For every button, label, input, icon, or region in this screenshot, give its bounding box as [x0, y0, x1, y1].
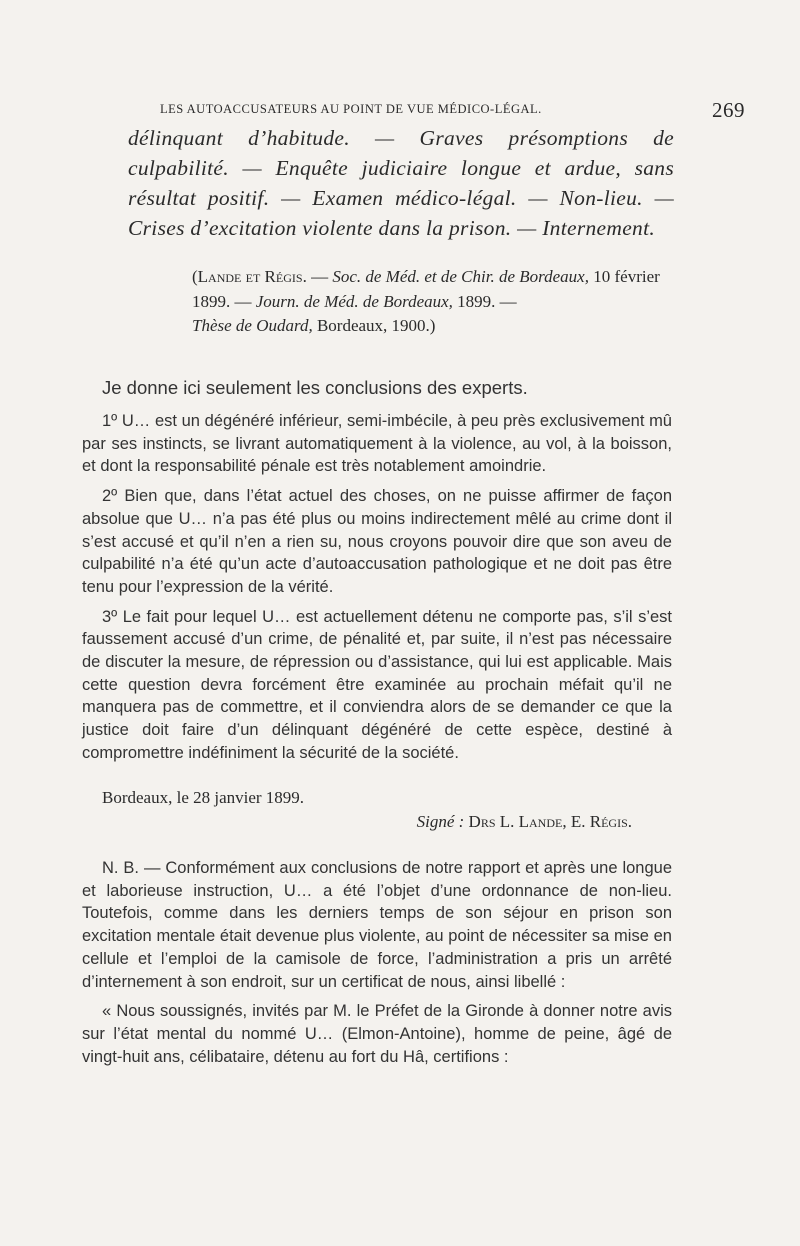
- ref-sep: . —: [302, 267, 333, 286]
- signed-line: [82, 810, 672, 834]
- note-block: [82, 857, 672, 1075]
- place-date: Bordeaux, le 28 janvier 1899.: [102, 788, 305, 807]
- lead-paragraph: Je donne ici seulement les conclusions des experts.: [102, 377, 528, 398]
- ref-journal-2: Journ. de Méd. de Bordeaux,: [255, 291, 453, 311]
- conclusion-3: 3º Le fait pour lequel U… est actuellement détenu ne comporte pas, s’il s’est faussement accusé d’un crime, de pénalité et, par suite, il n’est pas nécessaire de discuter la mesure, de répression ou d’assistance, qui lui est applicable. Mais cette question devra forcément être examinée au prochain méfait qu’il ne manquera pas de commettre, et il conviendra alors de se demander ce que la justice doit faire d’un délinquant dégénéré de cette espèce, destiné à compromettre indéfiniment la sécurité de la société.: [82, 607, 672, 762]
- signers: Drs L. Lande, E. Régis.: [468, 812, 632, 831]
- case-references: [192, 265, 670, 339]
- page-header: [160, 98, 745, 120]
- signed-label: Signé :: [416, 812, 465, 831]
- ref-thesis: Thèse de Oudard,: [192, 316, 313, 335]
- case-summary: délinquant d’habitude. — Graves présomptions de culpabilité. — Enquête judiciaire longue et ardue, sans résultat positif. — Examen médico-légal. — Non-lieu. — Crises d’excitation violente dans la prison. — Internement.: [128, 126, 674, 240]
- ref-open: (: [192, 267, 198, 286]
- lead-paragraph-block: [82, 377, 672, 407]
- conclusion-2: 2º Bien que, dans l’état actuel des choses, on ne puisse affirmer de façon absolue que U… n’a pas été plus ou moins indirectement mêlé au crime dont il s’est accusé et qu’il n’en a rien su, nous croyons pouvoir dire que son aveu de culpabilité n’a été qu’un acte d’autoaccusation pathologique et ne doit pas être tenu pour l’expression de la vérité.: [82, 487, 672, 596]
- conclusion-1: 1º U… est un dégénéré inférieur, semi-imbécile, à peu près exclusivement mû par ses instincts, se livrant automatiquement à la violence, au vol, à la boisson, et dont la responsabilité pénale est très notablement amoindrie.: [82, 412, 672, 476]
- running-title: LES AUTOACCUSATEURS AU POINT DE VUE MÉDICO-LÉGAL.: [160, 102, 542, 116]
- signature-block: [82, 786, 672, 834]
- note-paragraph-2: « Nous soussignés, invités par M. le Préfet de la Gironde à donner notre avis sur l’état mental du nommé U… (Elmon-Antoine), homme de peine, âgé de vingt-huit ans, célibataire, détenu au fort du Hâ, certifions :: [82, 1002, 672, 1066]
- note-paragraph-1: N. B. — Conformément aux conclusions de notre rapport et après une longue et laborieuse instruction, U… a été l’objet d’une ordonnance de non-lieu. Toutefois, comme dans les derniers temps de son séjour en prison son excitation mentale était devenue plus violente, au point de nécessiter sa mise en cellule et l’emploi de la camisole de force, l’administration a pris un arrêté d’internement à son endroit, sur un certificat de nous, ainsi libellé :: [82, 859, 672, 991]
- ref-journal-1: Soc. de Méd. et de Chir. de Bordeaux,: [332, 267, 589, 286]
- page-number: 269: [712, 98, 745, 122]
- ref-date-1: 10 février 1899. —: [192, 267, 660, 311]
- expert-conclusions: [82, 410, 672, 772]
- ref-end: Bordeaux, 1900.): [312, 316, 436, 335]
- ref-authors: Lande et Régis: [197, 267, 303, 286]
- ref-date-2: 1899. —: [452, 291, 517, 311]
